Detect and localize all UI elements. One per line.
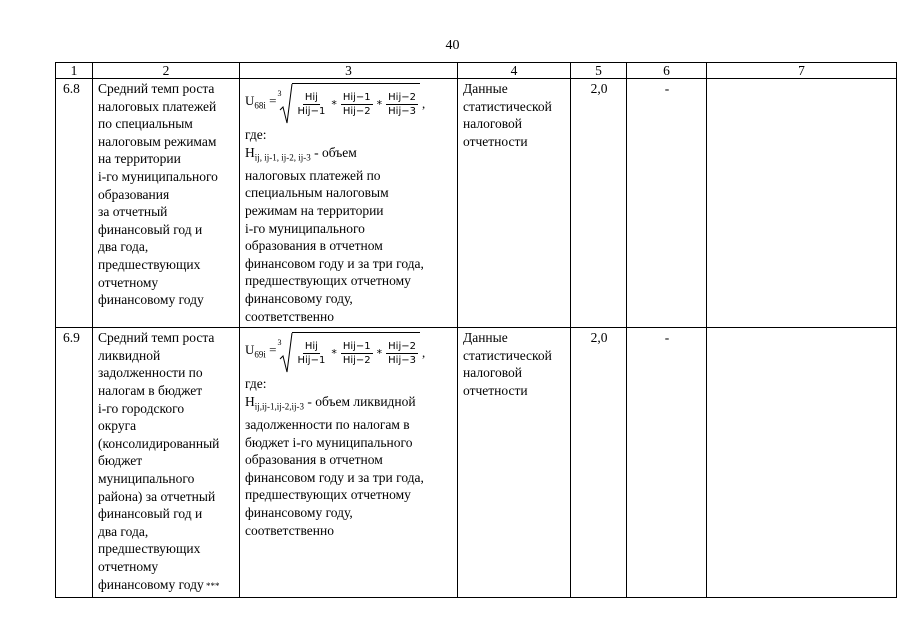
fraction-denominator: Hij−1 [297,106,326,117]
header-cell: 4 [458,63,571,79]
indicator-note: *** [203,580,220,591]
fraction-denominator: Hij−2 [342,106,371,117]
definition-line: соответственно [245,308,334,324]
source-line: отчетности [463,133,528,149]
multiply-sign: * [331,97,337,111]
definition-symbol: H [245,144,255,160]
definition-line: предшествующих отчетному [245,273,411,289]
fraction-denominator: Hij−1 [297,355,326,367]
indicator-line: финансовому году *** [98,576,220,592]
indicator-line: налоговых платежей [98,98,217,114]
indicator-line: финансовый год и [98,221,203,237]
formula-cell [240,79,458,328]
formula-cell [240,328,458,598]
page-number: 40 [445,38,460,53]
multiply-sign: * [376,97,383,111]
indicator-line: округа [98,418,137,434]
source-line: отчетности [463,383,528,398]
root-index: 3 [277,337,282,347]
definition-line: налоговых платежей по [245,167,381,183]
formula [245,330,453,375]
row-number: 6.8 [56,79,93,328]
column-6-value: - [627,328,707,598]
fraction-denominator: Hij−3 [388,106,416,117]
fraction-numerator: Hij [304,341,318,353]
definition-line: финансовому году, [245,291,353,307]
column-7-value [707,79,897,328]
source-line: статистической [463,98,552,114]
fraction-numerator: Hij−1 [342,92,371,103]
source-line: Данные [463,330,508,346]
indicator-line: налоговым режимам [98,133,217,149]
source-line: статистической [463,347,552,363]
indicator-line: по специальным [98,116,193,132]
formula [245,81,453,126]
table-row [56,79,897,328]
formula-comma: , [421,344,426,360]
indicator-line: на территории [98,151,181,167]
indicator-line: отчетному [98,558,159,574]
indicator-line: муниципального [98,470,195,486]
multiply-sign: * [331,346,337,360]
indicator-line: образования [98,186,170,202]
definition-line: режимам на территории [245,203,384,219]
indicator-line: два года, [98,239,149,255]
indicator-line: финансовый год и [98,506,203,522]
definition-line: предшествующих отчетному [245,487,411,503]
definition-line: $H_{ij, ij-1, ij-2, ij-3}$ - объем [245,144,357,163]
indicator-line: бюджет [98,453,143,469]
formula-definition [245,393,453,539]
root-index: 3 [277,88,282,98]
header-cell: 7 [707,63,897,79]
definition-line: задолженности по налогам в [245,417,410,433]
data-source [458,328,571,598]
fraction-numerator: Hij−2 [388,341,416,353]
indicator-line: финансовому году [98,292,204,308]
definition-line: $H_{ij,ij-1,ij-2,ij-3}$ - объем ликвидной [245,393,416,412]
cube-root [278,83,420,125]
formula-fraction [341,340,373,367]
indicator-line: Средний темп роста [98,81,215,96]
header-cell: 3 [240,63,458,79]
header-row [56,63,897,79]
indicator-line: (консолидированный [98,435,220,451]
definition-line: финансовом году и за три года, [245,469,424,485]
row-number: 6.9 [56,328,93,598]
definition-line: образования в отчетном [245,238,383,254]
fraction-numerator: Hij−1 [342,341,371,353]
source-line: налоговой [463,365,523,381]
indicator-name [93,328,240,598]
definition-line: специальным налоговым [245,185,389,201]
indicator-line: предшествующих [98,541,201,557]
indicator-line: ликвидной [98,347,161,363]
table-row [56,328,897,598]
cube-root [278,332,420,374]
formula-fraction [386,340,418,367]
indicator-line: налогам в бюджет [98,383,203,398]
fraction-denominator: Hij−3 [388,355,416,367]
definition-line: i-го муниципального [245,220,365,236]
formula-lhs: $U_{69i}$ = [245,342,277,360]
definition-line: финансовом году и за три года, [245,255,424,271]
weight-value: 2,0 [571,328,627,598]
fraction-numerator: Hij−2 [388,92,416,103]
header-cell: 1 [56,63,93,79]
formula-fraction [296,91,328,118]
indicator-line: i-го городского [98,400,185,416]
indicator-line: района) за отчетный [98,488,216,504]
fraction-numerator: Hij [304,92,318,103]
radicand [292,332,420,374]
fraction-denominator: Hij−2 [342,355,371,367]
formula-fraction [341,91,373,118]
formula-lhs: $U_{68i}$ = [245,92,277,111]
definition-line: бюджет i-го муниципального [245,434,413,450]
header-cell: 6 [627,63,707,79]
formula-fraction [386,91,418,118]
source-line: налоговой [463,116,523,132]
indicator-line: Средний темп роста [98,330,215,346]
formula-fraction [296,340,328,367]
column-7-value [707,328,897,598]
radical-sign-icon [279,332,293,374]
indicator-line: отчетному [98,274,159,290]
indicator-line: за отчетный [98,204,168,220]
indicator-line: задолженности по [98,365,203,381]
definition-line: соответственно [245,522,334,538]
definition-line: финансовому году, [245,505,353,521]
indicator-line: i-го муниципального [98,168,218,184]
source-line: Данные [463,81,508,96]
header-cell: 2 [93,63,240,79]
data-source [458,79,571,328]
column-6-value: - [627,79,707,328]
indicator-line: два года, [98,523,149,539]
indicator-line: предшествующих [98,256,201,272]
radicand [292,83,420,125]
definition-line: образования в отчетном [245,452,383,468]
radical-sign-icon [279,83,293,125]
multiply-sign: * [376,346,383,360]
definition-subscript: ij,ij-1,ij-2,ij-3 [254,401,304,412]
where-label: где: [245,376,267,392]
definition-symbol: H [245,393,255,409]
formula-comma: , [421,95,426,111]
formula-definition [245,144,453,326]
indicators-table [55,62,897,598]
where-label: где: [245,127,267,142]
header-cell: 5 [571,63,627,79]
definition-subscript: ij, ij-1, ij-2, ij-3 [254,152,311,163]
indicator-name [93,79,240,328]
weight-value: 2,0 [571,79,627,328]
